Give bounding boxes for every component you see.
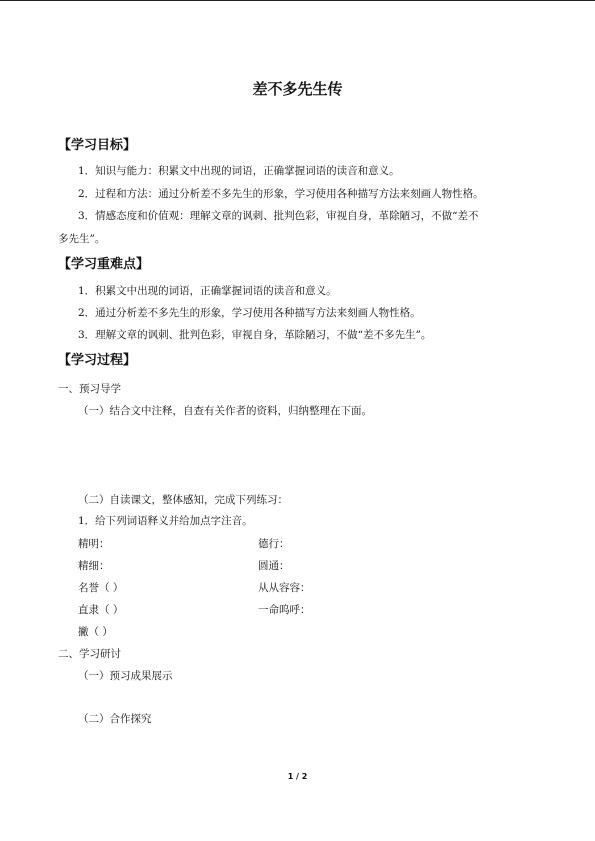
part2-sub2: （二）合作探究 (78, 713, 152, 725)
process-heading: 【学习过程】 (58, 353, 137, 368)
page-title: 差不多先生传 (252, 80, 343, 98)
goals-item-3: 3．情感态度和价值观：理解文章的讽刺、批判色彩，审视自身，革除陋习，不做“差不 (78, 210, 479, 222)
vocab-jingxi: 精细： (78, 560, 110, 572)
vocab-jingming: 精明： (78, 538, 110, 550)
keypoints-item-2: 2．通过分析差不多先生的形象，学习使用各种描写方法来刻画人物性格。 (78, 307, 421, 319)
page-number: 1 / 2 (287, 772, 308, 781)
vocab-congcongrongrong: 从从容容： (258, 582, 311, 594)
vocab-dexing: 德行： (258, 538, 290, 550)
goals-heading: 【学习目标】 (58, 138, 137, 153)
keypoints-item-3: 3．理解文章的讽刺、批判色彩，审视自身，革除陋习，不做“差不多先生”。 (78, 329, 432, 341)
vocab-yuantong: 圆通： (258, 560, 290, 572)
vocab-mingyu: 名誉（ ） (78, 582, 124, 594)
vocab-zhili: 直隶（ ） (78, 604, 124, 616)
goals-item-1: 1．知识与能力：积累文中出现的词语，正确掌握词语的读音和意义。 (78, 165, 400, 177)
exercise-1: 1．给下列词语释义并给加点字注音。 (78, 515, 253, 527)
part1-sub2: （二）自读课文，整体感知，完成下列练习： (78, 494, 288, 506)
part2-title: 二、学习研讨 (58, 648, 121, 660)
keypoints-item-1: 1．积累文中出现的词语，正确掌握词语的读音和意义。 (78, 285, 337, 297)
vocab-pie: 撇（ ） (78, 626, 113, 638)
keypoints-heading: 【学习重难点】 (58, 257, 150, 272)
goals-item-2: 2．过程和方法：通过分析差不多先生的形象，学习使用各种描写方法来刻画人物性格。 (78, 188, 484, 200)
part2-sub1: （一）预习成果展示 (78, 670, 173, 682)
vocab-yimingwuhu: 一命呜呼： (258, 604, 311, 616)
part1-sub1: （一）结合文中注释，自查有关作者的资料，归纳整理在下面。 (78, 405, 372, 417)
goals-item-3-cont: 多先生”。 (58, 233, 106, 245)
part1-title: 一、预习导学 (58, 383, 121, 395)
top-border-line (0, 0, 595, 1)
